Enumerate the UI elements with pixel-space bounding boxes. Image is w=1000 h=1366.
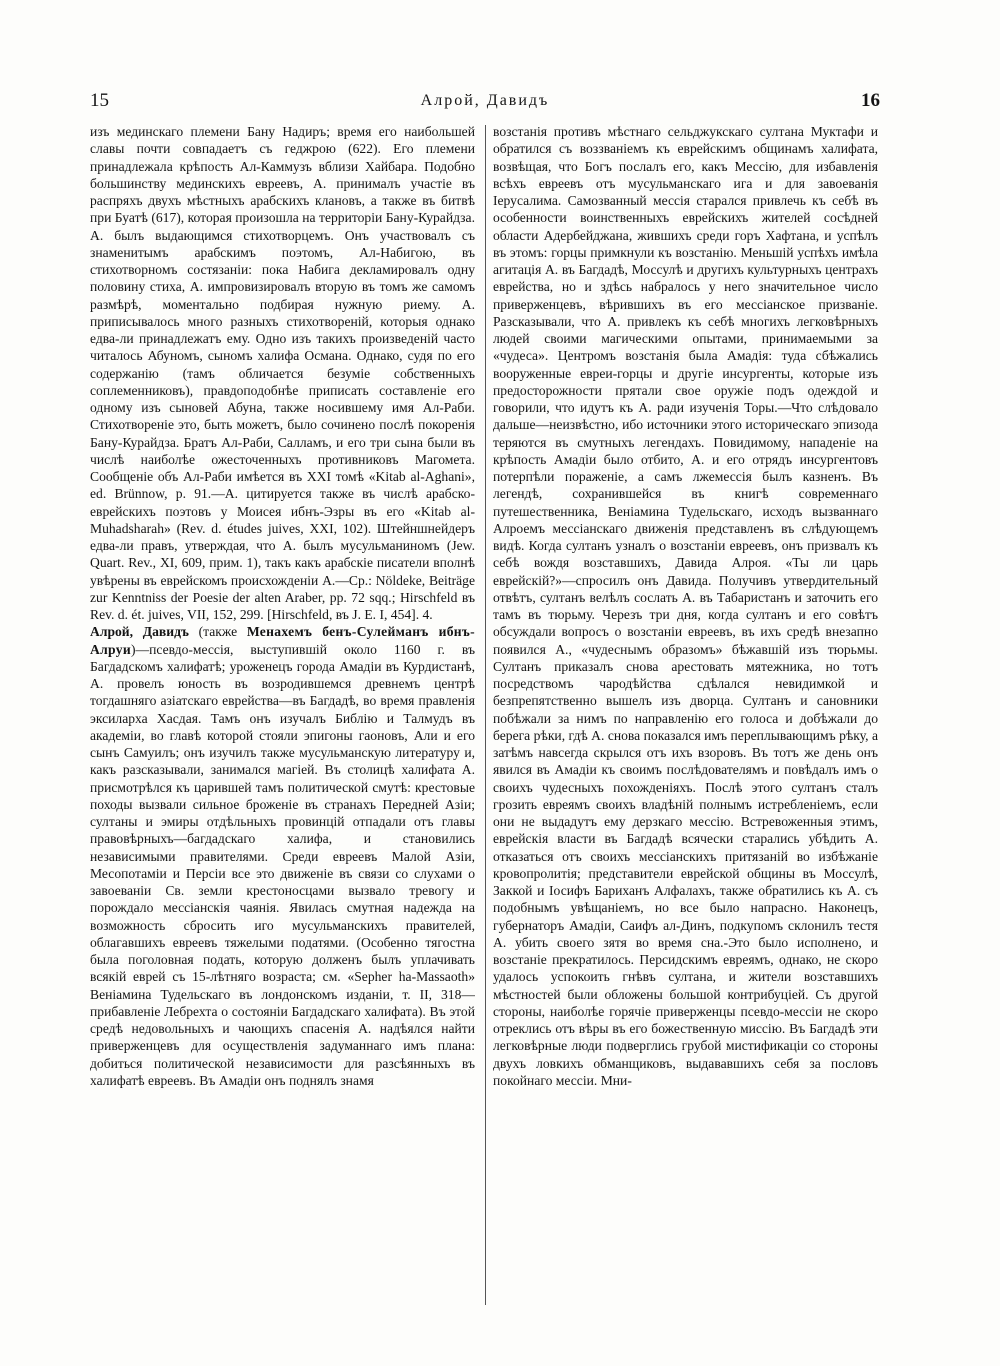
entry-paren-open: (также xyxy=(188,624,247,640)
running-head-title: Алрой, Давидъ xyxy=(420,92,550,109)
right-column-text: возстанія противъ мѣстнаго сельджукскаго султана Муктафи и обратился съ воззваніемъ къ еврейскимъ общинамъ халифата, возвѣщая, что Богъ послалъ его, какъ Мессію, для избавленія всѣхъ евреевъ отъ мусульманскаго ига и для завоеванія Іерусалима. Самозванный мессія старался привлечь къ себѣ въ особенности воинственныхъ еврейскихъ жителей сосѣдней области Адербейджана, жившихъ среди горъ Хафтана, и успѣлъ въ этомъ: горцы примкнули къ возстанію. Меньшій успѣхъ имѣла агитація А. въ Багдадѣ, Моссулѣ и другихъ культурныхъ центрахъ еврейства, но и здѣсь набралось у него значительное число приверженцевъ, вѣрившихъ въ его мессіанское призваніе. Разсказывали, что А. привлекъ къ себѣ многихъ легковѣрныхъ людей своими магическими опытами, принимаемыми за «чудеса». Центромъ возстанія была Амадія: туда сбѣжались вооруженные евреи-горцы и другіе инсургенты, которые изъ предосторожности прятали свое оружіе подъ одеждой и говорили, что идутъ къ А. ради изученія Торы.—Что слѣдовало дальше—неизвѣстно, ибо источники этого историческаго эпизода теряются въ смутныхъ легендахъ. Повидимому, нападеніе на крѣпость Амадіи было отбито, А. и его отрядъ инсургентовъ потерпѣли пораженіе, а самъ лжемессія былъ казненъ. Въ легендѣ, сохранившейся въ книгѣ современнаго путешественника, Веніамина Тудельскаго, исходъ вызваннаго Алроемъ мессіанскаго движенія представленъ въ слѣдующемъ видѣ. Когда султанъ узналъ о возстаніи евреевъ, онъ призвалъ къ себѣ вождя возставшихъ, Давида Алроя. «Ты ли царь еврейскій?»—спросилъ онъ Давида. Получивъ утвердительный отвѣтъ, султанъ велѣлъ сослать А. въ Табаристанъ и заточить его тамъ въ тюрьму. Черезъ три дня, когда султанъ и его совѣтъ обсуждали вопросъ о возстаніи евреевъ, въ ихъ средѣ внезапно появился А., «чудеснымъ образомъ» бѣжавшій изъ тюрьмы. Султанъ приказалъ снова арестовать мятежника, но тотъ посредствомъ чародѣйства сдѣлался невидимкой и безпрепятственно вышелъ изъ дворца. Султанъ и сановники побѣжали за нимъ по направленію его голоса и добѣжали до берега рѣки, гдѣ А. снова показался имъ переплывающимъ рѣку, а затѣмъ навсегда скрылся отъ ихъ взоровъ. Въ тотъ же день онъ явился въ Амадіи къ своимъ послѣдователямъ и повѣдалъ имъ о своихъ чудесныхъ похожденіяхъ. Послѣ этого султанъ сталъ грозить евреямъ своихъ владѣній полнымъ истребленіемъ, если они не выдадутъ ему дерзкаго мессію. Встревоженныя этимъ, еврейскія власти въ Багдадѣ всячески старались убѣдить А. отказаться отъ своихъ мессіанскихъ притязаній во избѣжаніе кровопролитія; представители еврейской общины въ Моссулѣ, Заккой и Іосифъ Бариханъ Алфалахъ, также обратились къ А. съ подобнымъ увѣщаніемъ, но все было напрасно. Наконецъ, губернаторъ Амадіи, Саифъ ал-Динъ, подкупомъ склонилъ тестя А. убить своего зятя во время сна.-Это было исполнено, и возстаніе прекратилось. Персидскимъ евреямъ, однако, не скоро удалось успокоить гнѣвъ султана, и жители возставшихъ мѣстностей были обложены большой контрибуціей. Съ другой стороны, наиболѣе горячіе приверженцы псевдо-мессіи не скоро отреклись отъ вѣры въ его божественную миссію. Въ Багдадѣ эти легковѣрные люди подверглись грубой мистификаціи со стороны двухъ ловкихъ обманщиковъ, выдававшихъ себя за пословъ покойнаго мессіи. Мни- xyxy=(493,124,878,1088)
entry-alias: Менахемъ бенъ-Сулейманъ ибнъ-Алруи xyxy=(90,624,475,657)
right-page-number: 16 xyxy=(861,90,880,111)
left-column xyxy=(90,123,475,1303)
page-header xyxy=(90,90,880,116)
article-continuation-paragraph: изъ мединскаго племени Бану Надиръ; время его наибольшей славы почти совпадаетъ съ геджрою (622). Его племени принадлежала крѣпость Ал-Каммузъ вблизи Хайбара. Подобно большинству мединскихъ евреевъ, А. принималъ участіе въ распряхъ двухъ мѣстныхъ арабскихъ клановъ, а также въ битвѣ при Буатѣ (617), которая произошла на территоріи Бану-Курайдза. А. былъ выдающимся стихотворцемъ. Онъ участвовалъ съ знаменитымъ арабскимъ поэтомъ, Ал-Набигою, въ стихотворномъ состязаніи: пока Набига декламировалъ одну половину стиха, А. импровизировалъ вторую въ томъ же самомъ размѣрѣ, моментально подбирая нужную риему. А. приписывалось много разныхъ стихотвореній, которыя однако едва-ли принадлежатъ ему. Одно изъ такихъ произведеній часто читалось Абуномъ, сыномъ халифа Османа. Однако, судя по его содержанію (тамъ обличается безуміе собственныхъ соплеменниковъ), правдоподобнѣе приписать составленіе его одному изъ сыновей Абуна, также носившему имя Ал-Раби. Стихотвореніе это, быть можетъ, было сочинено послѣ покоренія Бану-Курайдза. Братъ Ал-Раби, Салламъ, и его три сына были въ числѣ наиболѣе ожесточенныхъ противниковъ Магомета. Сообщеніе объ Ал-Раби имѣется въ XXI томѣ «Kitab al-Aghani», ed. Brünnow, p. 91.—А. цитируется также въ числѣ арабско-еврейскихъ поэтовъ у Моисея ибнъ-Эзры въ его «Kitab al-Muhadsharah» (Rev. d. études juives, XXI, 102). Штейншнейдеръ едва-ли правъ, утверждая, что А. былъ мусульманиномъ (Jew. Quart. Rev., XI, 609, прим. 1), такъ какъ арабскіе писатели вполнѣ увѣрены въ еврейскомъ происхожденіи А.—Ср.: Nöldeke, Beiträge zur Kenntniss der Poesie der alten Araber, pp. 72 sqq.; Hirschfeld въ Rev. d. ét. juives, VII, 152, 299. [Hirschfeld, въ J. E. I, 454]. 4. xyxy=(90,124,475,622)
right-column xyxy=(493,123,878,1303)
entry-body: )—псевдо-мессія, выступившій около 1160 г. въ Багдадскомъ халифатѣ; уроженецъ города Амадіи въ Курдистанѣ, А. провелъ юность въ возродившемся древнемъ центрѣ тогдашняго азіатскаго еврейства—въ Багдадѣ, во время правленія эксиларха Хасдая. Тамъ онъ изучалъ Библію и Талмудъ въ академіи, во главѣ которой стояли эпигоны гаоновъ, Али и его сынъ Самуилъ; онъ изучилъ также мусульманскую литературу и, какъ разсказывали, занимался магіей. Въ столицѣ халифата А. присмотрѣлся къ царившей тамъ политической смутѣ: крестовые походы вызвали сильное броженіе въ странахъ Передней Азіи; султаны и эмиры отдѣльныхъ провинцій отпадали отъ главы правовѣрныхъ—багдадскаго халифа, и становились независимыми правителями. Среди евреевъ Малой Азіи, Месопотаміи и Персіи все это движеніе въ связи со слухами о завоеваніи Св. земли крестоносцами вызвало тревогу и порождало мессіанскія чаянія. Явилась смутная надежда на возможность сбросить иго мусульманскихъ правителей, облагавшихъ евреевъ тяжелыми податями. (Особенно тягостна была поголовная подать, которую долженъ былъ уплачивать всякій еврей съ 15-лѣтняго возраста; см. «Sepher ha-Massaoth» Веніамина Тудельскаго въ лондонскомъ изданіи, т. II, 318—прибавленіе Лебрехта о состояніи Багдадскаго халифата). Въ этой средѣ недовольныхъ и чающихъ спасенія А. надѣялся найти приверженцевъ для осуществленія задуманнаго имъ плана: добиться политической независимости для разсѣянныхъ въ халифатѣ евреевъ. Въ Амадіи онъ поднялъ знамя xyxy=(90,641,475,1088)
left-page-number: 15 xyxy=(90,90,109,111)
entry-headword: Алрой, Давидъ xyxy=(90,624,189,640)
column-divider xyxy=(485,125,486,1305)
entry-paragraph xyxy=(90,623,475,1089)
